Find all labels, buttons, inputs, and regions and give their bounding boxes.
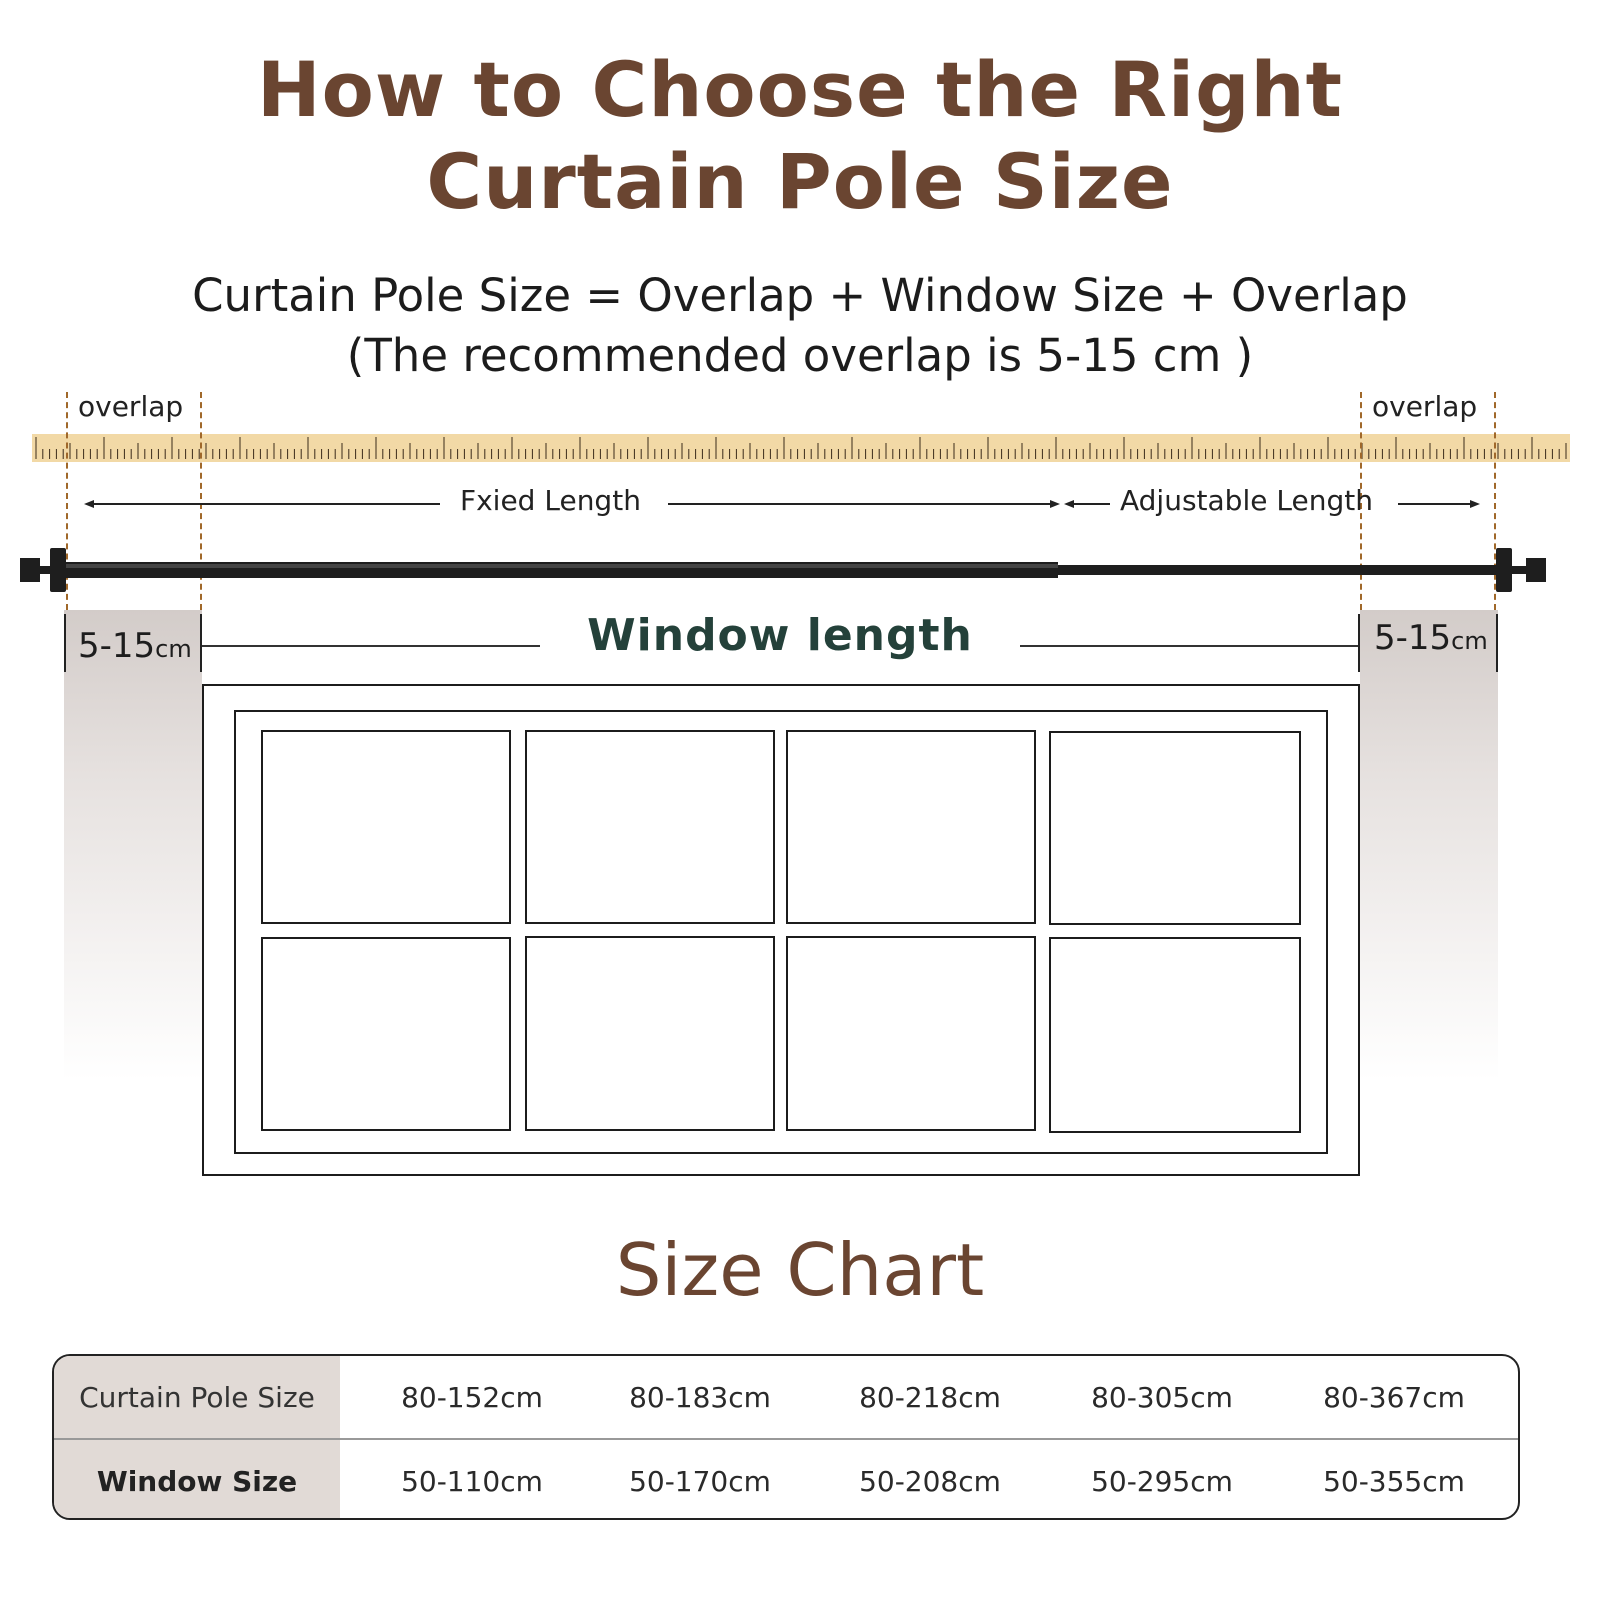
- table-cell: 50-355cm: [1323, 1464, 1465, 1498]
- table-row: [54, 1438, 1518, 1520]
- table-cell: 50-170cm: [629, 1464, 771, 1498]
- table-cell: 80-218cm: [859, 1380, 1001, 1414]
- window-pane: [786, 936, 1036, 1131]
- overlap-zone-left: [64, 610, 202, 1080]
- overlap-label-right: overlap: [1372, 390, 1478, 423]
- table-cell: 50-208cm: [859, 1464, 1001, 1498]
- overlap-mark-left-b: [200, 614, 202, 672]
- overlap-label-left: overlap: [78, 390, 184, 423]
- window-length-line-left: [202, 645, 540, 647]
- window-length-label: Window length: [587, 610, 973, 661]
- overlap-value-left-unit: cm: [155, 635, 192, 663]
- pole-bracket-right: [1496, 548, 1512, 592]
- table-cell: 80-305cm: [1091, 1380, 1233, 1414]
- overlap-value-left: [78, 626, 192, 666]
- measuring-tape: [32, 434, 1570, 462]
- overlap-value-right: [1374, 618, 1488, 658]
- row-header-window-size: Window Size: [54, 1440, 340, 1520]
- window-pane: [261, 937, 511, 1131]
- table-cell: 50-110cm: [401, 1464, 543, 1498]
- window-pane: [786, 730, 1036, 924]
- size-chart-title: Size Chart: [615, 1228, 985, 1312]
- window-pane: [525, 936, 775, 1131]
- formula-text: Curtain Pole Size = Overlap + Window Size + Overlap: [192, 269, 1408, 322]
- table-cell: 80-183cm: [629, 1380, 771, 1414]
- table-cell: 80-367cm: [1323, 1380, 1465, 1414]
- window-pane: [525, 730, 775, 924]
- pole-adjustable-section: [1058, 565, 1496, 575]
- fixed-length-label: Fxied Length: [460, 484, 641, 517]
- curtain-pole: [0, 540, 1600, 600]
- window-pane: [1049, 937, 1301, 1133]
- table-row: [54, 1356, 1518, 1438]
- ruler-ticks: [32, 434, 1570, 462]
- pole-finial-right: [1526, 558, 1546, 582]
- pole-bracket-left: [50, 548, 66, 592]
- page-title-line-1: How to Choose the Right: [257, 45, 1343, 134]
- overlap-mark-left-a: [64, 614, 66, 672]
- overlap-zone-right: [1360, 610, 1498, 1080]
- overlap-mark-right-b: [1496, 614, 1498, 672]
- overlap-value-left-number: 5-15: [78, 626, 156, 666]
- page-title-line-2: Curtain Pole Size: [426, 137, 1174, 226]
- window-pane: [1049, 731, 1301, 925]
- formula-note: (The recommended overlap is 5-15 cm ): [346, 329, 1254, 382]
- size-chart-table: [52, 1354, 1520, 1520]
- overlap-value-right-unit: cm: [1451, 627, 1488, 655]
- row-header-pole-size: Curtain Pole Size: [54, 1356, 340, 1438]
- table-cell: 80-152cm: [401, 1380, 543, 1414]
- overlap-mark-right-a: [1358, 614, 1360, 672]
- pole-finial-left: [20, 558, 40, 582]
- adjustable-length-label: Adjustable Length: [1120, 484, 1373, 517]
- table-cell: 50-295cm: [1091, 1464, 1233, 1498]
- overlap-value-right-number: 5-15: [1374, 618, 1452, 658]
- window-length-line-right: [1020, 645, 1358, 647]
- window-pane: [261, 730, 511, 924]
